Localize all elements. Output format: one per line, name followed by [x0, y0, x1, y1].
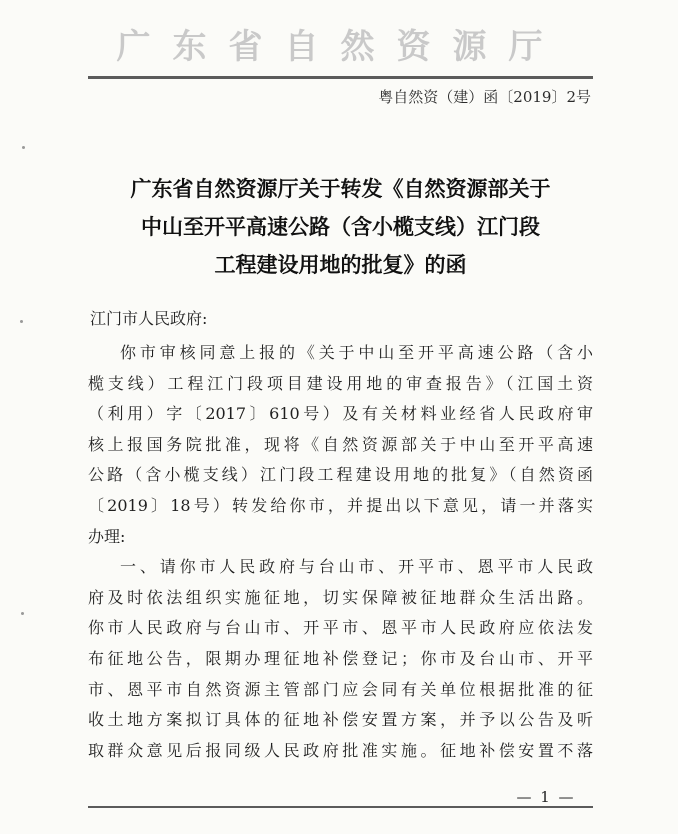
- body-line: 公路（含小榄支线）江门段工程建设用地的批复》（自然资函: [88, 465, 593, 485]
- body-line: 〔2019〕18号）转发给你市，并提出以下意见，请一并落实: [88, 495, 593, 515]
- body-line: 收土地方案拟订具体的征地补偿安置方案，并予以公告及听: [88, 710, 593, 730]
- body-line: 取群众意见后报同级人民政府批准实施。征地补偿安置不落: [88, 740, 593, 760]
- scan-speck: [21, 612, 24, 615]
- body-line: 你市人民政府与台山市、开平市、恩平市人民政府应依法发: [88, 618, 593, 638]
- scan-speck: [20, 320, 23, 323]
- body-line: 办理:: [88, 526, 126, 546]
- body-line: 府及时依法组织实施征地，切实保障被征地群众生活出路。: [88, 587, 593, 607]
- salutation: 江门市人民政府:: [90, 309, 208, 328]
- body-line: 你市审核同意上报的《关于中山至开平高速公路（含小: [120, 343, 593, 362]
- title-line: 工程建设用地的批复》的函: [214, 253, 467, 277]
- body-line: 核上报国务院批准，现将《自然资源部关于中山至开平高速: [88, 434, 593, 454]
- document-number: 粤自然资（建）函〔2019〕2号: [378, 88, 591, 106]
- title-line: 广东省自然资源厅关于转发《自然资源部关于: [130, 177, 551, 201]
- title-line: 中山至开平高速公路（含小榄支线）江门段: [141, 215, 540, 239]
- body-line: （利用）字〔2017〕610号）及有关材料业经省人民政府审: [88, 404, 593, 424]
- body-line: 市、恩平市自然资源主管部门应会同有关单位根据批准的征: [88, 679, 593, 699]
- letterhead-rule: [88, 76, 593, 79]
- body-line: 一、请你市人民政府与台山市、开平市、恩平市人民政: [120, 557, 593, 577]
- page-number: — 1 —: [516, 788, 576, 806]
- document-body: [88, 338, 593, 766]
- body-line: 榄支线）工程江门段项目建设用地的审查报告》（江国土资: [88, 373, 593, 393]
- letterhead-title: 广东省自然资源厅: [116, 27, 565, 67]
- body-line: 布征地公告，限期办理征地补偿登记；你市及台山市、开平: [88, 648, 593, 668]
- document-title: [88, 170, 593, 284]
- scan-speck: [22, 146, 25, 149]
